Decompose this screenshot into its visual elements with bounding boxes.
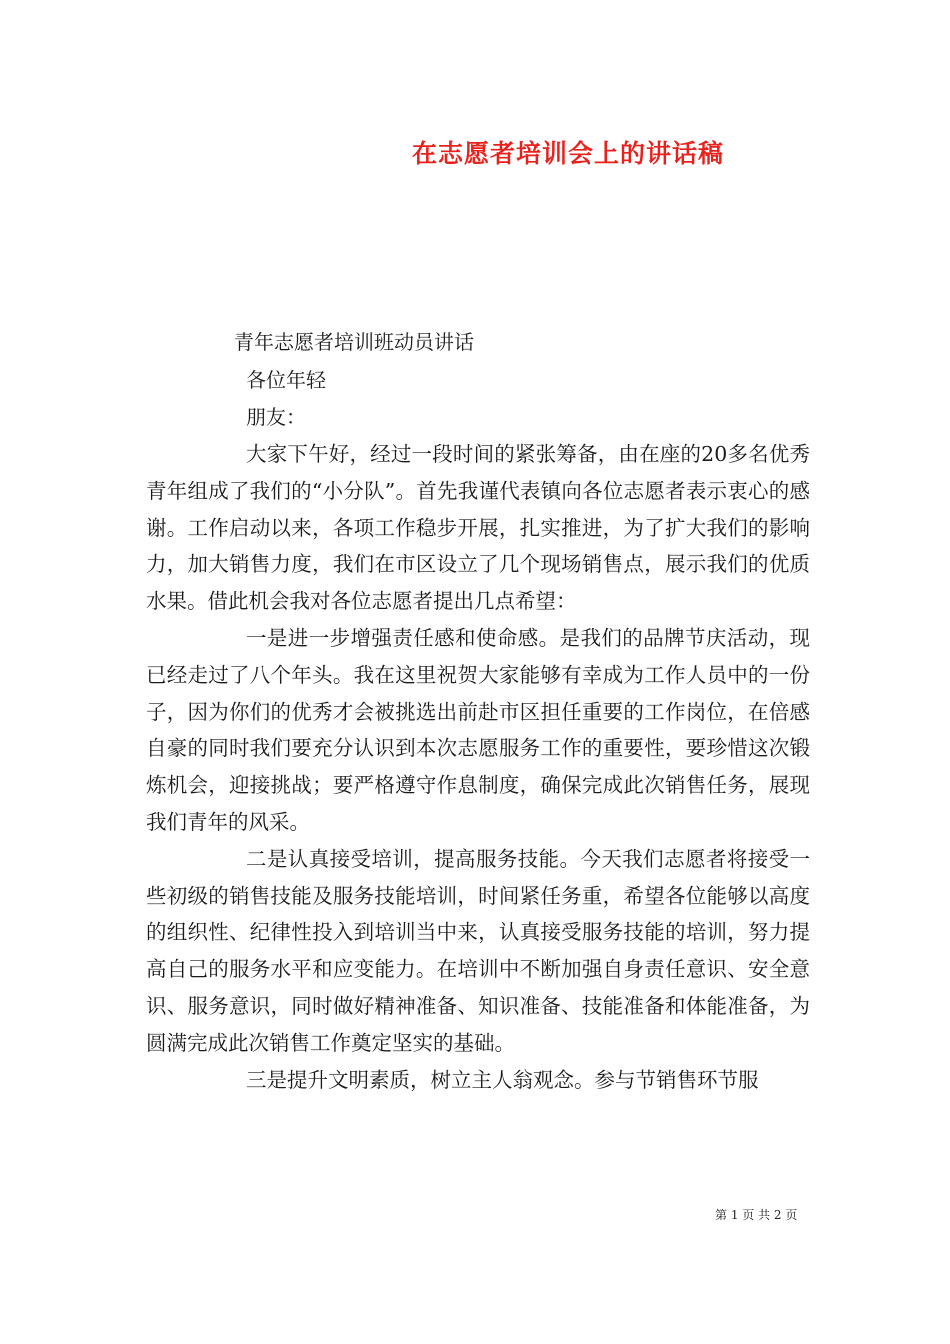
body-text xyxy=(146,436,810,1098)
salutation-line-2: 朋友： xyxy=(246,405,306,429)
paragraph-4: 三是提升文明素质，树立主人翁观念。参与节销售环节服 xyxy=(246,1067,759,1092)
paragraph-3: 二是认真接受培训，提高服务技能。今天我们志愿者将接受一些初级的销售技能及服务技能培训，时间紧任务重，希望各位能够以高度的组织性、纪律性投入到培训当中来，认真接受服务技能的培训，努力提高自己的服务水平和应变能力。在培训中不断加强自身责任意识、安全意识、服务意识，同时做好精神准备、知识准备、技能准备和体能准备，为圆满完成此次销售工作奠定坚实的基础。 xyxy=(146,846,810,1055)
speech-subheading: 青年志愿者培训班动员讲话 xyxy=(234,330,474,354)
paragraph-2: 一是进一步增强责任感和使命感。是我们的品牌节庆活动，现已经走过了八个年头。我在这里祝贺大家能够有幸成为工作人员中的一份子，因为你们的优秀才会被挑选出前赴市区担任重要的工作岗位，在倍感自豪的同时我们要充分认识到本次志愿服务工作的重要性，要珍惜这次锻炼机会，迎接挑战；要严格遵守作息制度，确保完成此次销售任务，展现我们青年的风采。 xyxy=(146,625,810,834)
paragraph-1: 大家下午好，经过一段时间的紧张筹备，由在座的20多名优秀青年组成了我们的“小分队”。首先我谨代表镇向各位志愿者表示衷心的感谢。工作启动以来，各项工作稳步开展，扎实推进，为了扩大我们的影响力，加大销售力度，我们在市区设立了几个现场销售点，展示我们的优质水果。借此机会我对各位志愿者提出几点希望： xyxy=(146,442,810,614)
salutation-line-1: 各位年轻 xyxy=(246,368,326,392)
document-title: 在志愿者培训会上的讲话稿 xyxy=(412,139,725,168)
page-number-footer: 第 1 页 共 2 页 xyxy=(715,1208,798,1222)
